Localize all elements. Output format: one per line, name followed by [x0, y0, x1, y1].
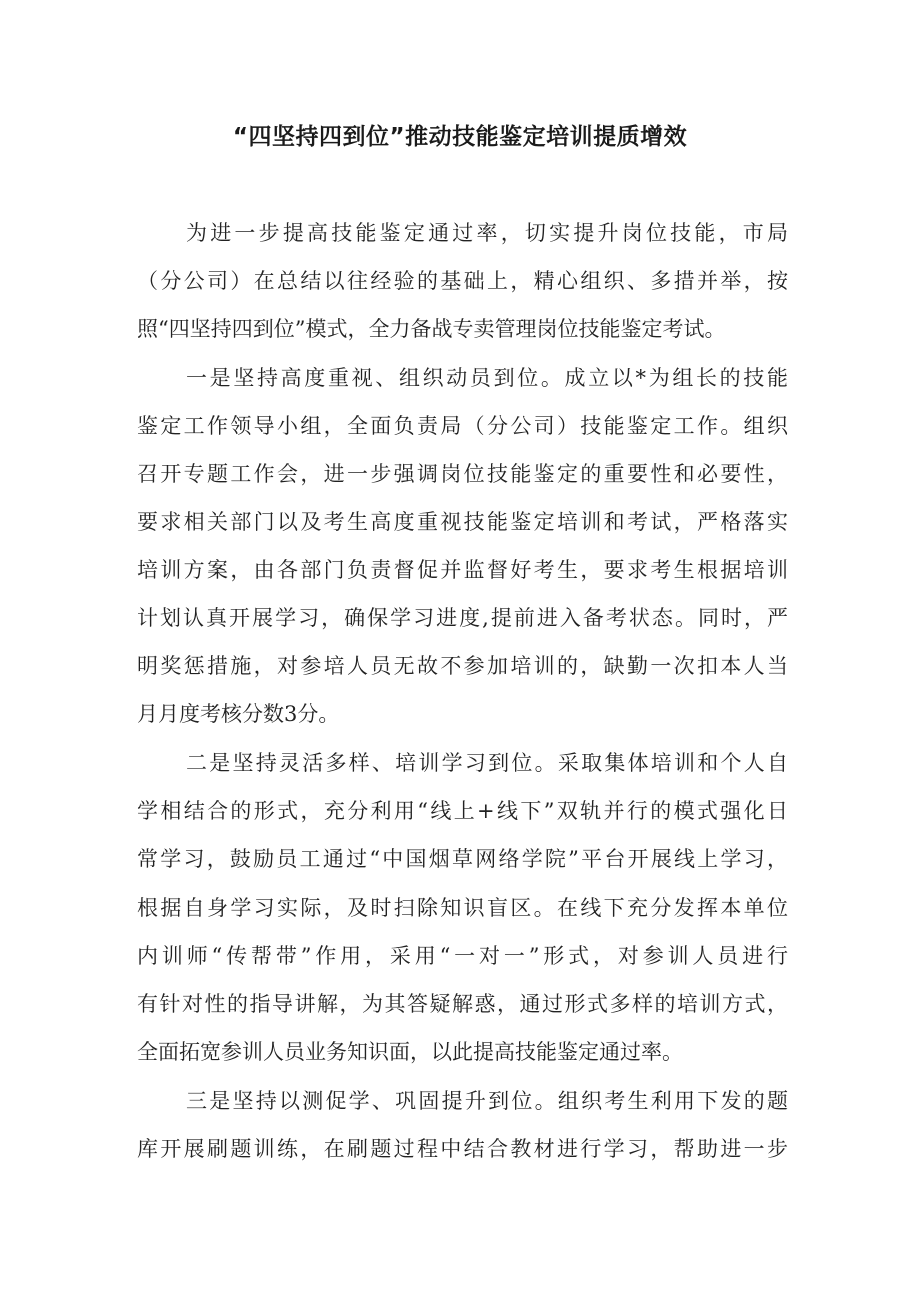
paragraph-3-line-6: 有针对性的指导讲解，为其答疑解惑，通过形式多样的培训方式，	[137, 992, 788, 1016]
paragraph-2-line-8: 月月度考核分数3分。	[137, 702, 340, 726]
paragraph-2-line-6: 计划认真开展学习，确保学习进度,提前进入备考状态。同时，严	[137, 606, 788, 630]
paragraph-2-line-7: 明奖惩措施，对参培人员无故不参加培训的，缺勤一次扣本人当	[137, 654, 788, 678]
document-title: “四坚持四到位”推动技能鉴定培训提质增效	[232, 124, 688, 150]
paragraph-3-line-3: 常学习，鼓励员工通过“中国烟草网络学院”平台开展线上学习，	[137, 847, 788, 871]
paragraph-2-line-2: 鉴定工作领导小组，全面负责局（分公司）技能鉴定工作。组织	[137, 414, 788, 438]
paragraph-3-line-2: 学相结合的形式，充分利用“线上+线下”双轨并行的模式强化日	[137, 799, 788, 823]
paragraph-1-line-3: 照“四坚持四到位”模式，全力备战专卖管理岗位技能鉴定考试。	[137, 317, 726, 341]
paragraph-3-line-7: 全面拓宽参训人员业务知识面，以此提高技能鉴定通过率。	[137, 1040, 683, 1064]
paragraph-2-line-1: 一是坚持高度重视、组织动员到位。成立以*为组长的技能	[186, 366, 788, 390]
paragraph-3-line-1: 二是坚持灵活多样、培训学习到位。采取集体培训和个人自	[186, 751, 788, 775]
paragraph-2-line-5: 培训方案，由各部门负责督促并监督好考生，要求考生根据培训	[137, 558, 788, 582]
paragraph-4-line-1: 三是坚持以测促学、巩固提升到位。组织考生利用下发的题	[186, 1089, 788, 1113]
paragraph-2-line-3: 召开专题工作会，进一步强调岗位技能鉴定的重要性和必要性，	[137, 462, 788, 486]
paragraph-4-line-2: 库开展刷题训练，在刷题过程中结合教材进行学习，帮助进一步	[137, 1137, 788, 1161]
paragraph-1-line-1: 为进一步提高技能鉴定通过率，切实提升岗位技能，市局	[186, 221, 788, 245]
paragraph-2-line-4: 要求相关部门以及考生高度重视技能鉴定培训和考试，严格落实	[137, 510, 788, 534]
paragraph-3-line-5: 内训师“传帮带”作用，采用“一对一”形式，对参训人员进行	[137, 944, 788, 968]
paragraph-1-line-2: （分公司）在总结以往经验的基础上，精心组织、多措并举，按	[137, 269, 788, 293]
paragraph-3-line-4: 根据自身学习实际，及时扫除知识盲区。在线下充分发挥本单位	[137, 896, 788, 920]
